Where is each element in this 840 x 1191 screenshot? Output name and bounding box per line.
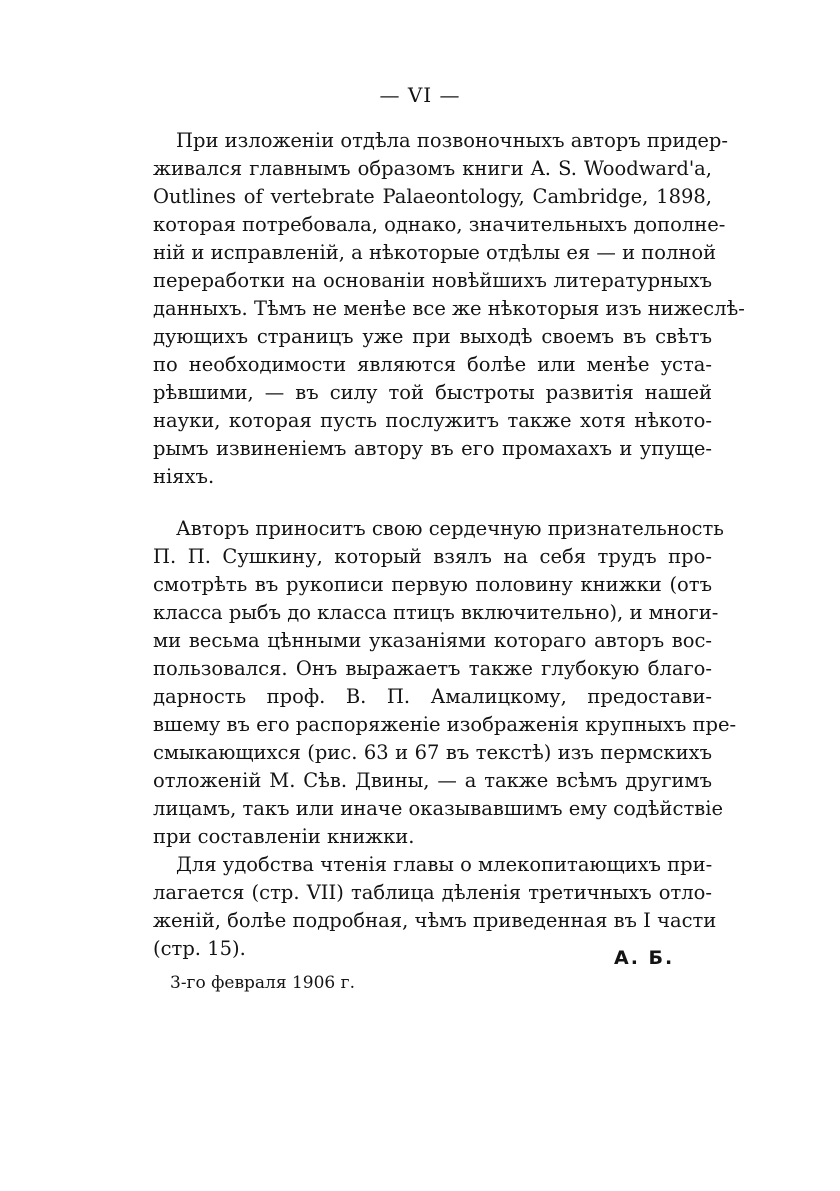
text-line: вшему въ его распоряженiе изображенiя крупныхъ пре- bbox=[153, 713, 737, 736]
text-line: класса рыбъ до класса птицъ включительно), и многи- bbox=[153, 601, 719, 624]
text-line: по необходимости являются болѣе или менѣе уста- bbox=[153, 353, 712, 376]
text-line: нiй и исправленiй, а нѣкоторые отдѣлы ея — и полной bbox=[153, 241, 717, 264]
text-line: дарность проф. В. П. Амалицкому, предостави- bbox=[153, 685, 712, 708]
text-line: Для удобства чтенiя главы о млекопитающихъ при- bbox=[176, 853, 713, 876]
text-line: ми весьма цѣнными указанiями котораго авторъ вос- bbox=[153, 629, 712, 652]
text-line: рѣвшими, — въ силу той быстроты развитiя нашей bbox=[153, 381, 712, 404]
date-line: 3-го февраля 1906 г. bbox=[170, 973, 355, 993]
text-line: (стр. 15). bbox=[153, 937, 246, 960]
text-line: смотрѣть въ рукописи первую половину книжки (отъ bbox=[153, 573, 712, 596]
page-number-header: — VI — bbox=[379, 83, 461, 107]
text-line: отложенiй М. Сѣв. Двины, — а также всѣмъ другимъ bbox=[153, 769, 712, 792]
text-line: при составленiи книжки. bbox=[153, 825, 415, 848]
text-line: данныхъ. Тѣмъ не менѣе все же нѣкоторыя изъ нижеслѣ- bbox=[153, 297, 745, 320]
author-initials: А. Б. bbox=[614, 947, 675, 969]
text-line: живался главнымъ образомъ книги A. S. Woodward'a, bbox=[153, 157, 712, 180]
text-line: переработки на основанiи новѣйшихъ литературныхъ bbox=[153, 269, 712, 292]
text-line: лагается (стр. VII) таблица дѣленiя третичныхъ отло- bbox=[153, 881, 712, 904]
text-line: лицамъ, такъ или иначе оказывавшимъ ему содѣйствiе bbox=[153, 797, 724, 820]
text-line: смыкающихся (рис. 63 и 67 въ текстѣ) изъ пермскихъ bbox=[153, 741, 712, 764]
text-line: дующихъ страницъ уже при выходѣ своемъ въ свѣтъ bbox=[153, 325, 712, 348]
text-line: П. П. Сушкину, который взялъ на себя трудъ про- bbox=[153, 545, 712, 568]
text-line: нiяхъ. bbox=[153, 465, 215, 488]
text-line: науки, которая пусть послужитъ также хотя нѣкото- bbox=[153, 409, 712, 432]
text-line: которая потребовала, однако, значительныхъ дополне- bbox=[153, 213, 726, 236]
text-line: Авторъ приноситъ свою сердечную признательность bbox=[176, 517, 724, 540]
text-line: пользовался. Онъ выражаетъ также глубокую благо- bbox=[153, 657, 712, 680]
text-line: рымъ извиненiемъ автору въ его промахахъ и упуще- bbox=[153, 437, 712, 460]
text-line: При изложенiи отдѣла позвоночныхъ авторъ придер- bbox=[176, 129, 729, 152]
text-line: женiй, болѣе подробная, чѣмъ приведенная въ I части bbox=[153, 909, 717, 932]
text-line: Outlines of vertebrate Palaeontology, Cambridge, 1898, bbox=[153, 185, 712, 208]
